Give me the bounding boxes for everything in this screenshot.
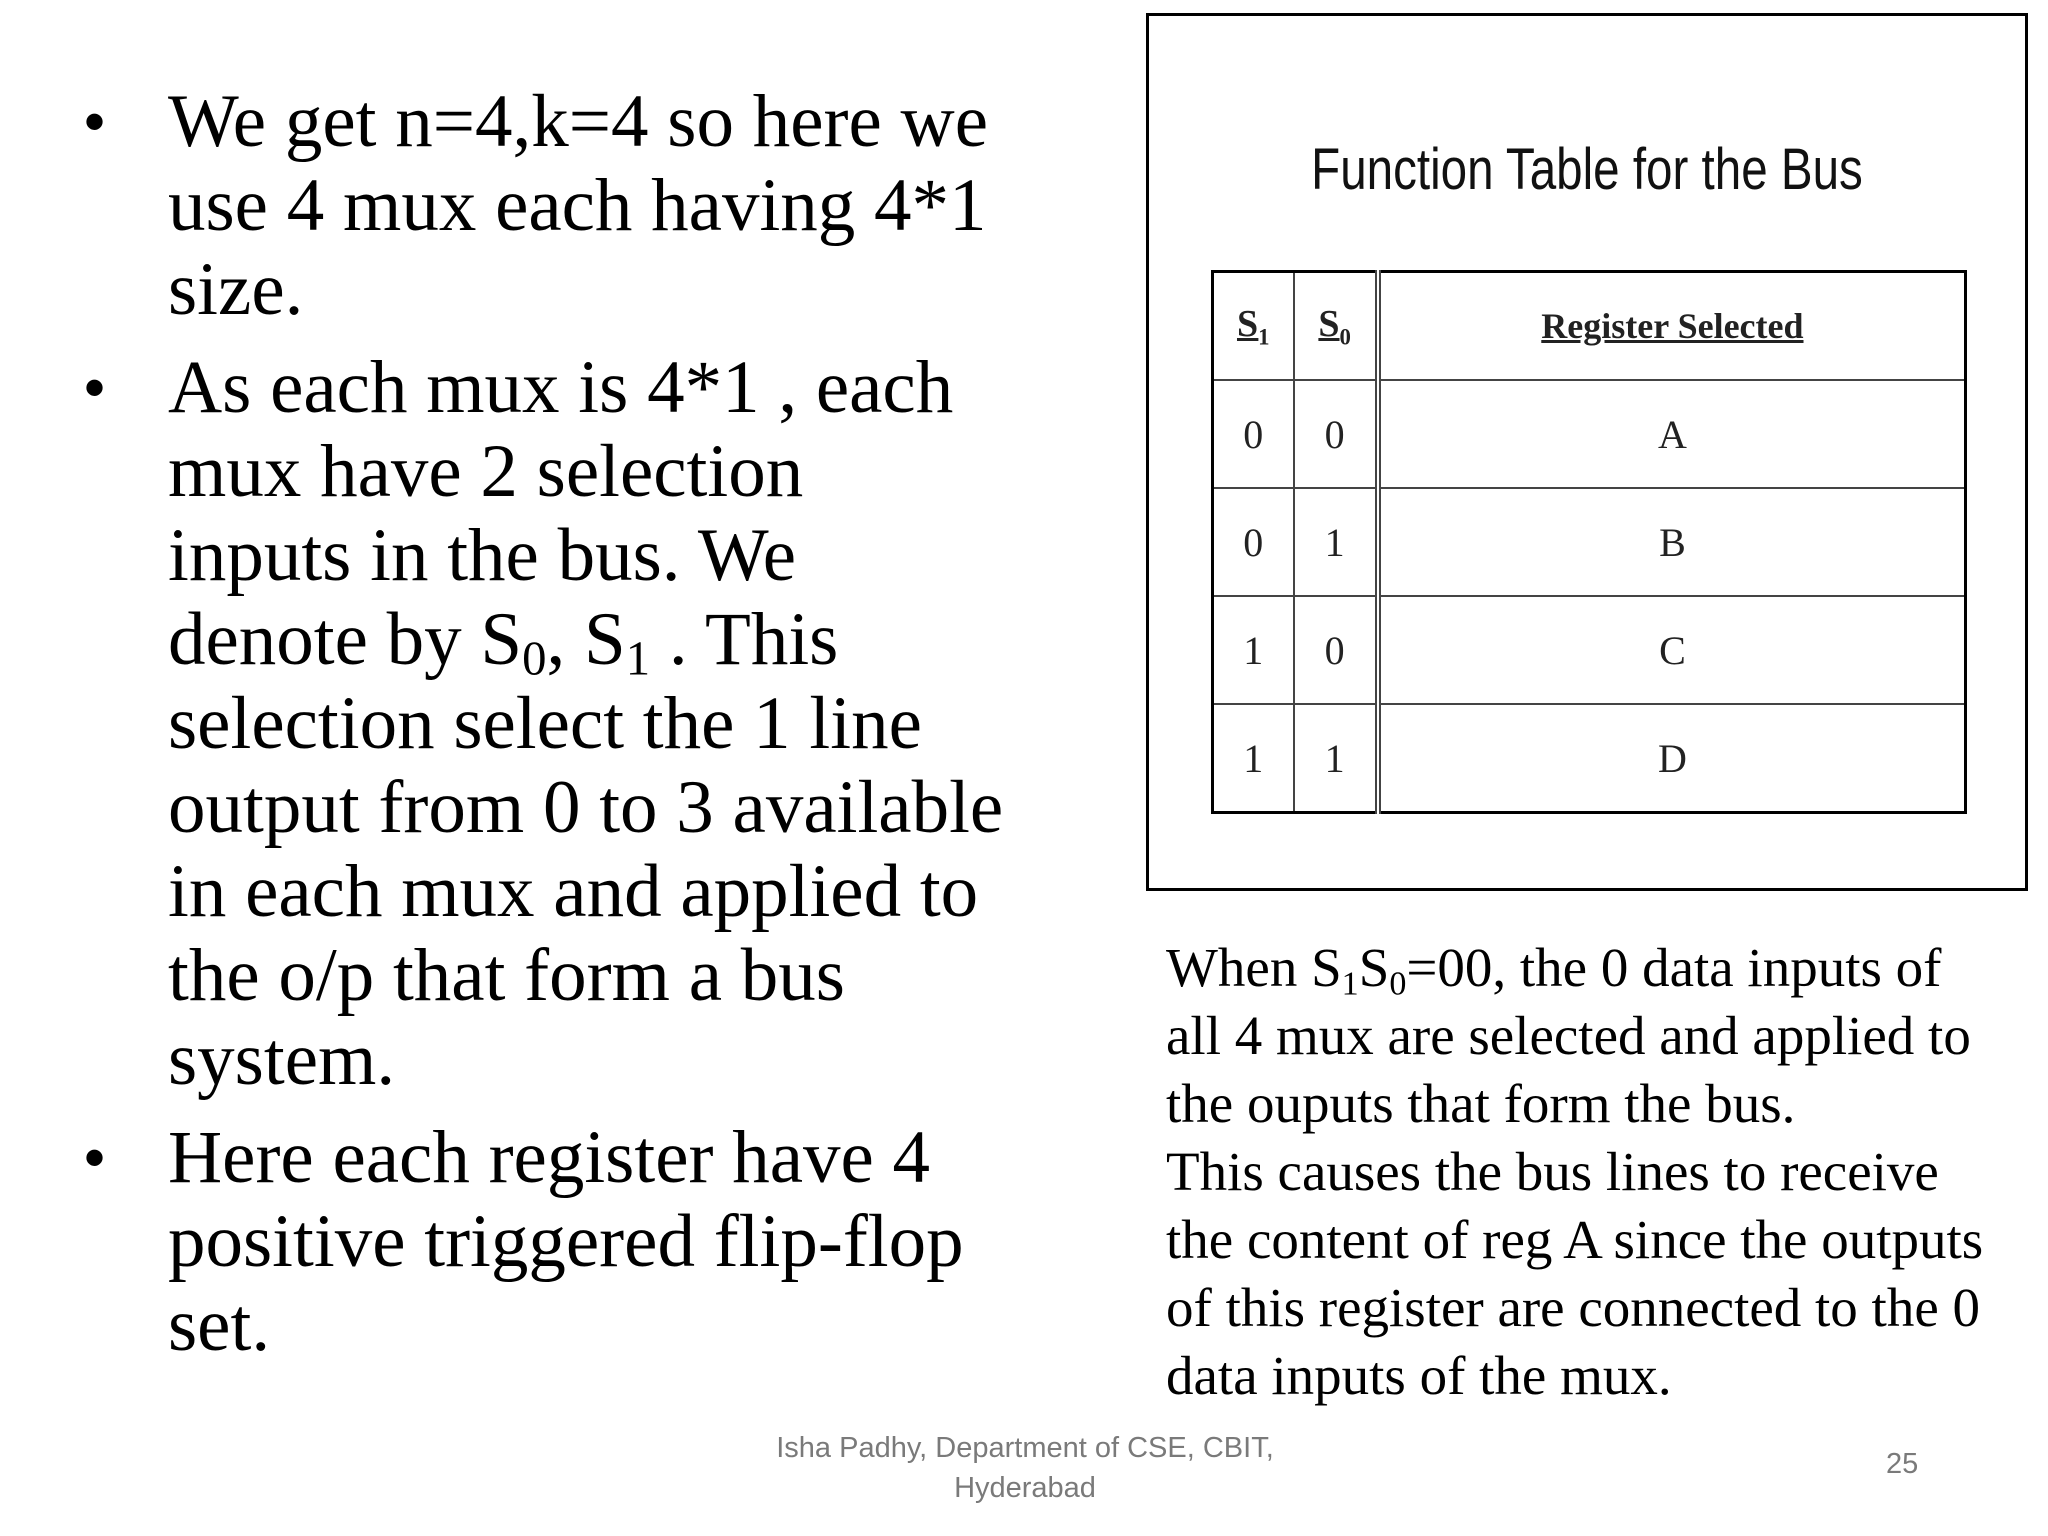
cell-s1: 1 [1213,704,1294,813]
cell-register: B [1378,488,1966,596]
bullet-item-1 [84,80,1004,332]
cell-s1: 1 [1213,596,1294,704]
caption-paragraph-1: When $S_1S_0=00$, the 0 data inputs of all 4 mux are selected and applied to the ouputs that form the bus. [1166,937,1971,1134]
cell-s0: 0 [1294,380,1378,488]
bullet-text-part: , S [546,598,626,681]
table-header-row [1213,272,1966,381]
slide-footer: Isha Padhy, Department of CSE, CBIT, Hyderabad [776,1432,1274,1504]
table-row [1213,488,1966,596]
figure-caption [1166,934,1996,1410]
bullet-marker: • [84,354,106,421]
bullet-text: We get n=4,k=4 so here we use 4 mux each having 4*1 size. [168,80,988,331]
table-row [1213,596,1966,704]
cell-s1: 0 [1213,488,1294,596]
bullet-text: Here each register have 4 positive triggered flip-flop set. [168,1116,964,1367]
cell-s0: 1 [1294,704,1378,813]
page-number: 25 [1886,1448,1919,1480]
cell-s0: 0 [1294,596,1378,704]
cell-s0: 1 [1294,488,1378,596]
subscript: 0 [522,631,547,686]
function-table [1211,270,1967,814]
bullet-text-part: . This selection select the 1 line output from 0 to 3 available in each mux and applied to the o/p that form a bus system. [168,598,1004,1101]
table-row [1213,380,1966,488]
bullet-item-3 [84,1116,1004,1368]
bullet-marker: • [84,1124,106,1191]
cell-register: C [1378,596,1966,704]
table-row [1213,704,1966,813]
bullet-text-part: As each mux is 4*1 , each mux have 2 selection inputs in the bus. We denote by S [168,346,954,681]
header-register-selected: Register Selected [1378,272,1966,381]
bullet-item-2 [84,346,1004,1102]
bullet-marker: • [84,88,106,155]
function-table-figure [1146,13,2028,891]
cell-register: D [1378,704,1966,813]
caption-paragraph-2: This causes the bus lines to receive the content of reg A since the outputs of this register are connected to the 0 data inputs of the mux. [1166,1141,1984,1406]
bullet-list [84,80,1004,1382]
header-s0: $S_0$ [1294,272,1378,381]
cell-s1: 0 [1213,380,1294,488]
figure-title: Function Table for the Bus [1311,137,1863,202]
cell-register: A [1378,380,1966,488]
subscript: 1 [625,631,651,686]
header-s1: $S_1$ [1213,272,1294,381]
